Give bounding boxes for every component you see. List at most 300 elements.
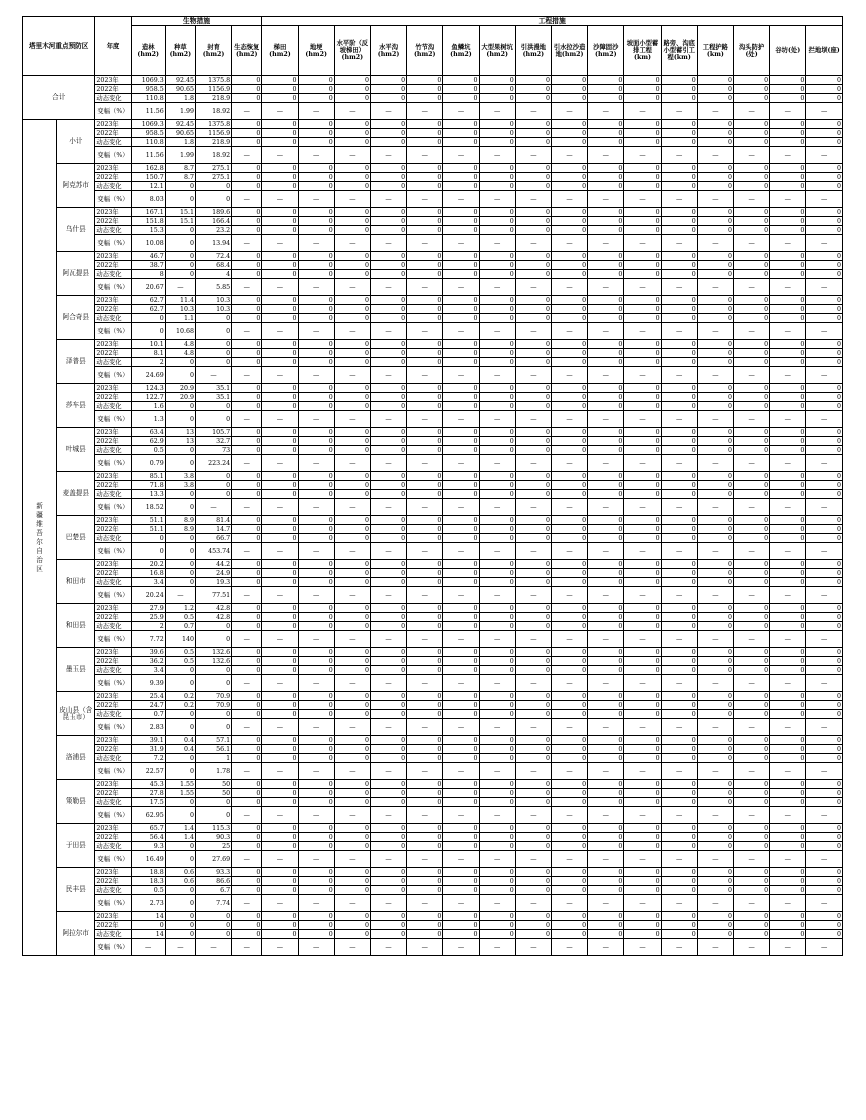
eng-value-cell: 0 [661,798,697,807]
eng-value-cell: 0 [370,252,406,261]
eng-value-cell: 0 [588,657,624,666]
eng-value-cell: — [443,675,479,692]
eng-value-cell: 0 [770,208,806,217]
eng-value-cell: 0 [661,868,697,877]
eng-value-cell: — [262,323,298,340]
eng-value-cell: 0 [443,428,479,437]
eng-value-cell: 0 [443,736,479,745]
county-name: 和田市 [57,560,95,604]
eng-value-cell: — [697,587,733,604]
eng-value-cell: — [370,763,406,780]
year-cell: 动态变化 [95,358,131,367]
bio-value-cell: 63.4 [131,428,165,437]
eng-value-cell: 0 [370,912,406,921]
eng-value-cell: — [661,103,697,120]
eng-value-cell: — [262,235,298,252]
bio-value-cell: 10.3 [195,305,231,314]
eng-value-cell: — [515,851,551,868]
bio-value-cell: 0 [232,402,262,411]
eng-value-cell: 0 [551,446,587,455]
eng-value-cell: — [770,411,806,428]
eng-value-cell: — [733,103,769,120]
eng-value-cell: — [588,191,624,208]
eng-value-cell: 0 [515,393,551,402]
bio-value-cell: — [232,411,262,428]
eng-value-cell: — [733,719,769,736]
eng-value-cell: — [551,851,587,868]
bio-value-cell: 31.9 [131,745,165,754]
eng-value-cell: 0 [515,745,551,754]
eng-value-cell: 0 [515,868,551,877]
eng-value-cell: 0 [443,120,479,129]
table-row [23,279,843,296]
eng-value-cell: 0 [407,446,443,455]
year-cell: 2023年 [95,208,131,217]
eng-value-cell: 0 [806,384,843,393]
eng-value-cell: — [661,191,697,208]
eng-value-cell: 0 [515,437,551,446]
eng-value-cell: 0 [443,578,479,587]
eng-value-cell: 0 [697,780,733,789]
eng-value-cell: 0 [334,182,370,191]
eng-value-cell: 0 [443,868,479,877]
year-cell: 变幅（%） [95,895,131,912]
eng-value-cell: — [262,851,298,868]
eng-value-cell: 0 [551,226,587,235]
county-name: 乌什县 [57,208,95,252]
eng-value-cell: 0 [407,701,443,710]
bio-value-cell: 39.1 [131,736,165,745]
bio-value-cell: 110.8 [131,138,165,147]
bio-value-cell: — [195,367,231,384]
eng-value-cell: 0 [479,622,515,631]
bio-value-cell: — [232,279,262,296]
eng-value-cell: 0 [733,437,769,446]
eng-value-cell: 0 [806,208,843,217]
eng-value-cell: 0 [551,657,587,666]
eng-value-cell: 0 [370,877,406,886]
eng-value-cell: 0 [479,824,515,833]
eng-value-cell: 0 [334,692,370,701]
eng-value-cell: 0 [334,349,370,358]
eng-value-cell: — [515,235,551,252]
table-row [23,340,843,349]
eng-value-cell: 0 [298,129,334,138]
bio-value-cell: 10.3 [165,305,195,314]
bio-value-cell: 50 [195,789,231,798]
bio-value-cell: 0.5 [131,886,165,895]
eng-value-cell: 0 [551,208,587,217]
eng-value-cell: 0 [733,912,769,921]
eng-value-cell: — [370,323,406,340]
eng-value-cell: — [443,543,479,560]
eng-value-cell: — [806,939,843,956]
bio-value-cell: 0 [131,323,165,340]
eng-value-cell: — [551,323,587,340]
eng-value-cell: 0 [370,666,406,675]
eng-value-cell: 0 [697,657,733,666]
eng-value-cell: — [588,631,624,648]
eng-value-cell: 0 [334,560,370,569]
bio-value-cell: 20.67 [131,279,165,296]
eng-value-cell: 0 [407,138,443,147]
bio-value-cell: 0 [165,534,195,543]
eng-value-cell: 0 [588,692,624,701]
eng-value-cell: 0 [262,930,298,939]
bio-value-cell: 0 [165,191,195,208]
eng-value-cell: 0 [443,472,479,481]
bio-value-cell: 0 [165,367,195,384]
eng-value-cell: — [443,631,479,648]
eng-value-cell: 0 [624,428,661,437]
eng-value-cell: 0 [551,217,587,226]
year-cell: 变幅（%） [95,367,131,384]
eng-value-cell: — [588,411,624,428]
table-row [23,446,843,455]
bio-value-cell: 1.3 [131,411,165,428]
eng-value-cell: — [370,895,406,912]
bio-value-cell: — [232,719,262,736]
bio-value-cell: 38.7 [131,261,165,270]
bio-value-cell: 51.1 [131,516,165,525]
eng-value-cell: 0 [407,780,443,789]
eng-value-cell: 0 [624,842,661,851]
eng-value-cell: 0 [443,912,479,921]
bio-value-cell: 0 [165,226,195,235]
eng-value-cell: 0 [661,516,697,525]
eng-value-cell: — [443,367,479,384]
year-cell: 动态变化 [95,402,131,411]
eng-value-cell: 0 [624,270,661,279]
eng-value-cell: 0 [770,402,806,411]
bio-value-cell: 0 [195,349,231,358]
column-header: 水平沟(hm2) [370,26,406,76]
eng-value-cell: 0 [551,516,587,525]
eng-value-cell: — [407,191,443,208]
eng-value-cell: — [697,851,733,868]
eng-value-cell: 0 [551,877,587,886]
eng-value-cell: 0 [479,930,515,939]
eng-value-cell: 0 [262,824,298,833]
eng-value-cell: 0 [733,252,769,261]
eng-value-cell: 0 [370,472,406,481]
eng-value-cell: 0 [298,182,334,191]
eng-value-cell: — [661,411,697,428]
eng-value-cell: — [661,543,697,560]
eng-value-cell: — [298,631,334,648]
bio-value-cell: 453.74 [195,543,231,560]
eng-value-cell: 0 [334,314,370,323]
eng-value-cell: 0 [551,710,587,719]
eng-value-cell: 0 [479,446,515,455]
eng-value-cell: — [624,499,661,516]
eng-value-cell: 0 [661,340,697,349]
eng-value-cell: 0 [479,604,515,613]
year-cell: 动态变化 [95,138,131,147]
eng-value-cell: 0 [770,525,806,534]
bio-value-cell: 0 [165,895,195,912]
bio-value-cell: 1 [195,754,231,763]
eng-value-cell: 0 [370,129,406,138]
eng-value-cell: 0 [515,613,551,622]
eng-value-cell: 0 [407,930,443,939]
bio-value-cell: 27.8 [131,789,165,798]
eng-value-cell: 0 [733,402,769,411]
eng-value-cell: 0 [697,736,733,745]
eng-value-cell: 0 [551,736,587,745]
eng-value-cell: 0 [479,736,515,745]
bio-value-cell: 1069.3 [131,120,165,129]
eng-value-cell: — [334,191,370,208]
eng-value-cell: 0 [479,701,515,710]
year-cell: 2023年 [95,428,131,437]
eng-value-cell: 0 [733,780,769,789]
year-cell: 2023年 [95,692,131,701]
bio-value-cell: 2.73 [131,895,165,912]
eng-value-cell: — [262,191,298,208]
eng-value-cell: 0 [515,833,551,842]
table-row [23,94,843,103]
bio-value-cell: 14 [131,912,165,921]
eng-value-cell: 0 [515,648,551,657]
table-body [23,76,843,956]
bio-value-cell: 0 [165,719,195,736]
eng-value-cell: 0 [588,252,624,261]
eng-value-cell: 0 [551,481,587,490]
bio-value-cell: 42.8 [195,613,231,622]
bio-value-cell: 46.7 [131,252,165,261]
bio-value-cell: 0 [232,613,262,622]
year-cell: 动态变化 [95,886,131,895]
eng-value-cell: 0 [624,490,661,499]
eng-value-cell: 0 [697,666,733,675]
bio-value-cell: 20.9 [165,393,195,402]
eng-value-cell: 0 [298,613,334,622]
eng-value-cell: 0 [733,754,769,763]
eng-value-cell: 0 [262,94,298,103]
year-cell: 动态变化 [95,534,131,543]
bio-value-cell: 27.9 [131,604,165,613]
eng-value-cell: 0 [661,569,697,578]
eng-value-cell: — [624,367,661,384]
year-cell: 2023年 [95,604,131,613]
eng-value-cell: — [551,411,587,428]
bio-value-cell: 0 [232,534,262,543]
eng-value-cell: 0 [407,393,443,402]
eng-value-cell: 0 [370,358,406,367]
bio-value-cell: 0 [232,305,262,314]
eng-value-cell: 0 [661,710,697,719]
eng-value-cell: 0 [806,428,843,437]
eng-value-cell: — [515,411,551,428]
eng-value-cell: — [588,279,624,296]
eng-value-cell: 0 [551,173,587,182]
eng-value-cell: 0 [697,604,733,613]
eng-value-cell: 0 [697,402,733,411]
eng-value-cell: — [624,455,661,472]
bio-value-cell: 0 [232,754,262,763]
eng-value-cell: 0 [479,578,515,587]
region-header: 塔里木河重点预防区 [23,17,95,76]
eng-value-cell: 0 [298,252,334,261]
eng-value-cell: 0 [370,164,406,173]
eng-value-cell: 0 [370,437,406,446]
county-name: 泽普县 [57,340,95,384]
table-row [23,736,843,745]
bio-value-cell: — [165,279,195,296]
eng-value-cell: 0 [515,710,551,719]
eng-value-cell: 0 [806,120,843,129]
eng-value-cell: 0 [334,208,370,217]
eng-value-cell: 0 [479,886,515,895]
eng-value-cell: 0 [551,270,587,279]
eng-value-cell: 0 [262,384,298,393]
county-name: 叶城县 [57,428,95,472]
eng-value-cell: 0 [624,560,661,569]
eng-value-cell: 0 [697,472,733,481]
eng-value-cell: 0 [588,912,624,921]
bio-value-cell: 14.7 [195,525,231,534]
bio-value-cell: 218.9 [195,138,231,147]
eng-value-cell: 0 [443,340,479,349]
eng-value-cell: — [806,631,843,648]
eng-value-cell: 0 [298,754,334,763]
bio-value-cell: 0 [165,455,195,472]
eng-value-cell: 0 [661,877,697,886]
eng-value-cell: 0 [770,226,806,235]
bio-value-cell: 45.3 [131,780,165,789]
table-row [23,490,843,499]
year-cell: 2022年 [95,85,131,94]
eng-value-cell: 0 [334,261,370,270]
eng-value-cell: — [298,411,334,428]
eng-value-cell: 0 [806,437,843,446]
bio-value-cell: 0 [165,490,195,499]
bio-value-cell: 8.7 [165,164,195,173]
bio-value-cell: — [165,587,195,604]
eng-value-cell: 0 [479,833,515,842]
eng-value-cell: — [334,587,370,604]
county-name: 阿拉尔市 [57,912,95,956]
eng-value-cell: 0 [479,613,515,622]
eng-value-cell: 0 [262,622,298,631]
eng-value-cell: 0 [624,226,661,235]
eng-value-cell: 0 [588,305,624,314]
eng-value-cell: 0 [479,657,515,666]
table-row [23,164,843,173]
eng-value-cell: — [298,675,334,692]
eng-value-cell: — [262,763,298,780]
eng-value-cell: 0 [661,754,697,763]
table-row [23,173,843,182]
eng-value-cell: 0 [515,217,551,226]
bio-value-cell: 0 [232,314,262,323]
eng-value-cell: — [443,147,479,164]
eng-value-cell: 0 [334,217,370,226]
year-cell: 动态变化 [95,94,131,103]
eng-value-cell: 0 [515,428,551,437]
eng-value-cell: 0 [515,358,551,367]
eng-value-cell: 0 [407,666,443,675]
bio-value-cell: 0 [232,481,262,490]
eng-value-cell: 0 [443,481,479,490]
eng-value-cell: 0 [334,789,370,798]
eng-value-cell: — [370,587,406,604]
eng-value-cell: 0 [298,94,334,103]
eng-value-cell: 0 [298,384,334,393]
bio-value-cell: 958.5 [131,129,165,138]
year-cell: 2023年 [95,120,131,129]
eng-value-cell: 0 [806,314,843,323]
eng-value-cell: 0 [334,798,370,807]
eng-value-cell: 0 [624,833,661,842]
eng-value-cell: — [479,939,515,956]
eng-value-cell: 0 [733,270,769,279]
table-row [23,622,843,631]
eng-value-cell: 0 [334,138,370,147]
eng-value-cell: 0 [479,481,515,490]
bio-value-cell: — [232,587,262,604]
eng-value-cell: 0 [624,296,661,305]
eng-value-cell: 0 [661,745,697,754]
eng-value-cell: 0 [262,226,298,235]
column-header: 谷坊(处) [770,26,806,76]
bio-value-cell: 1.1 [165,314,195,323]
eng-value-cell: 0 [770,736,806,745]
eng-value-cell: 0 [298,868,334,877]
bio-value-cell: — [165,939,195,956]
eng-value-cell: 0 [624,754,661,763]
table-row [23,780,843,789]
eng-value-cell: 0 [806,516,843,525]
eng-value-cell: 0 [479,340,515,349]
eng-value-cell: 0 [661,481,697,490]
eng-value-cell: 0 [298,622,334,631]
eng-value-cell: 0 [551,472,587,481]
year-cell: 动态变化 [95,446,131,455]
eng-value-cell: 0 [733,340,769,349]
bio-value-cell: 0 [195,182,231,191]
bio-value-cell: 0 [232,789,262,798]
eng-value-cell: 0 [407,578,443,587]
eng-value-cell: 0 [588,173,624,182]
column-header: 种草(hm2) [165,26,195,76]
bio-value-cell: 1.99 [165,147,195,164]
bio-value-cell: 0 [232,745,262,754]
eng-value-cell: — [515,499,551,516]
eng-value-cell: 0 [443,930,479,939]
bio-value-cell: 150.7 [131,173,165,182]
eng-value-cell: 0 [515,490,551,499]
eng-value-cell: 0 [588,85,624,94]
eng-value-cell: 0 [770,85,806,94]
bio-value-cell: 25 [195,842,231,851]
bio-value-cell: — [232,191,262,208]
eng-value-cell: 0 [443,622,479,631]
eng-value-cell: — [262,631,298,648]
eng-value-cell: 0 [551,824,587,833]
eng-value-cell: 0 [733,393,769,402]
eng-value-cell: 0 [806,472,843,481]
eng-value-cell: 0 [588,578,624,587]
bio-value-cell: 0 [232,824,262,833]
table-row [23,833,843,842]
eng-value-cell: — [407,235,443,252]
eng-value-cell: — [806,455,843,472]
eng-value-cell: 0 [334,745,370,754]
table-row [23,305,843,314]
table-row [23,472,843,481]
